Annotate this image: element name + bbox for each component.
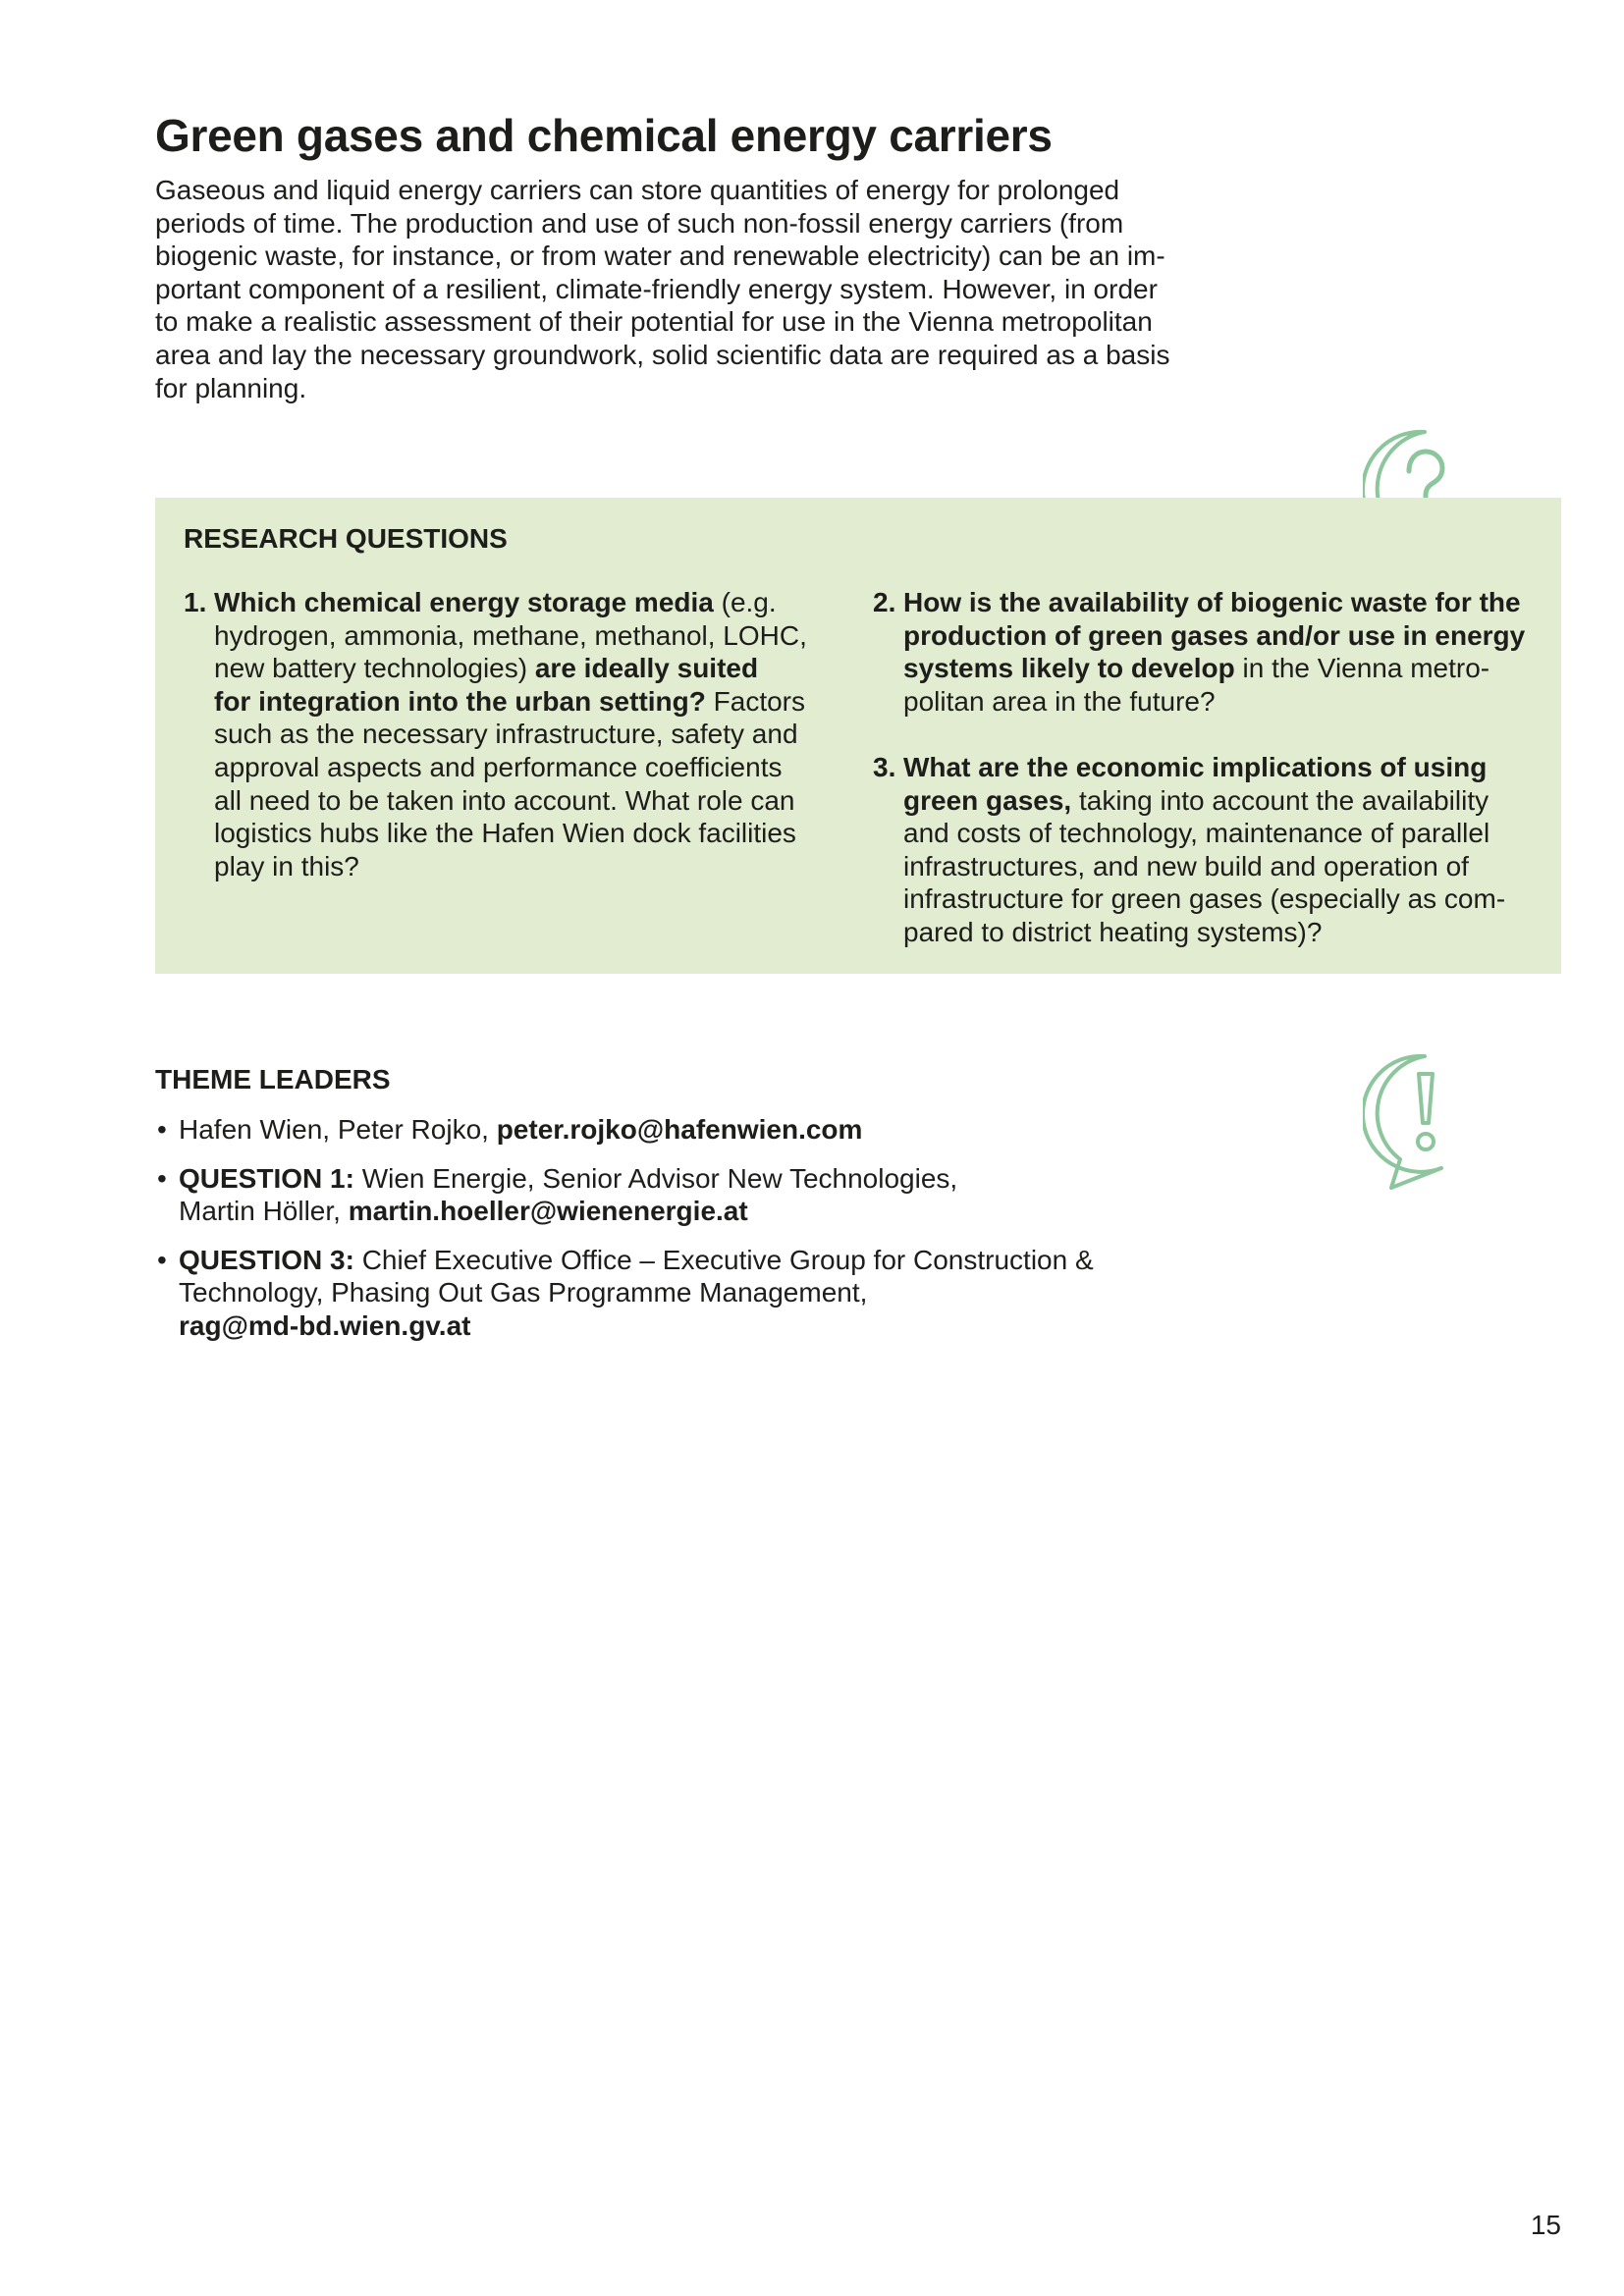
q2-text: in the Vienna metro- [1234, 653, 1490, 684]
exclamation-speech-bubble-icon [1363, 1052, 1487, 1190]
intro-line: area and lay the necessary groundwork, solid scientific data are required as a basis [155, 339, 1170, 370]
page-title: Green gases and chemical energy carriers [155, 110, 1053, 161]
research-question-3 [873, 751, 1505, 949]
q1-text: play in this? [214, 850, 359, 881]
q1-text: new battery technologies) [214, 653, 535, 684]
list-item [155, 1244, 1094, 1343]
leader-text: Technology, Phasing Out Gas Programme Management, [179, 1277, 868, 1308]
q1-text: (e.g. [713, 587, 777, 617]
intro-line: Gaseous and liquid energy carriers can store quantities of energy for prolonged [155, 175, 1120, 205]
bullet: • [157, 1244, 167, 1275]
q3-text: and costs of technology, maintenance of parallel [903, 818, 1490, 849]
email-link[interactable]: peter.rojko@hafenwien.com [496, 1114, 863, 1145]
question-number: 2. [873, 587, 896, 617]
question-label: QUESTION 1: [179, 1162, 354, 1194]
research-question-1 [184, 586, 807, 882]
theme-leaders-heading: THEME LEADERS [155, 1064, 391, 1095]
bullet: • [157, 1162, 167, 1194]
q3-text: pared to district heating systems)? [903, 916, 1323, 947]
question-number: 1. [184, 587, 207, 617]
q1-bold: Which chemical energy storage media [214, 587, 714, 617]
leader-text: Hafen Wien, Peter Rojko, [179, 1114, 497, 1145]
research-questions-heading: RESEARCH QUESTIONS [184, 523, 508, 554]
q3-bold: What are the economic implications of using [903, 752, 1488, 782]
intro-line: portant component of a resilient, climate-friendly energy system. However, in order [155, 273, 1158, 304]
bullet: • [157, 1114, 167, 1145]
email-link[interactable]: rag@md-bd.wien.gv.at [179, 1309, 471, 1341]
q3-text: taking into account the availability [1071, 784, 1489, 816]
q3-bold: green gases, [903, 784, 1072, 816]
q3-text: infrastructure for green gases (especially as com- [903, 883, 1506, 915]
intro-line: periods of time. The production and use of such non-fossil energy carriers (from [155, 207, 1124, 239]
theme-leaders-list [155, 1113, 1094, 1359]
q1-text: approval aspects and performance coefficients [214, 751, 783, 782]
intro-line: for planning. [155, 372, 307, 403]
q1-bold: for integration into the urban setting? [214, 685, 706, 717]
research-question-2 [873, 586, 1525, 718]
email-link[interactable]: martin.hoeller@wienenergie.at [348, 1196, 748, 1227]
q2-bold: systems likely to develop [903, 653, 1235, 684]
question-number: 3. [873, 752, 896, 782]
q3-text: infrastructures, and new build and operation of [903, 850, 1469, 881]
leader-text: Wien Energie, Senior Advisor New Technologies, [353, 1162, 958, 1194]
research-questions-box [155, 498, 1561, 974]
list-item [155, 1113, 1094, 1147]
intro-line: biogenic waste, for instance, or from water and renewable electricity) can be an im- [155, 240, 1165, 272]
leader-text: Chief Executive Office – Executive Group for Construction & [353, 1244, 1094, 1275]
q2-text: politan area in the future? [903, 685, 1216, 717]
q1-text: logistics hubs like the Hafen Wien dock facilities [214, 818, 796, 849]
q1-text: such as the necessary infrastructure, safety and [214, 719, 798, 750]
q1-bold: are ideally suited [534, 653, 759, 684]
leader-text: Martin Höller, [179, 1196, 349, 1227]
q2-bold: How is the availability of biogenic waste for the [903, 587, 1521, 617]
q1-text: all need to be taken into account. What role can [214, 784, 795, 816]
q1-text: hydrogen, ammonia, methane, methanol, LOHC, [214, 619, 807, 651]
question-label: QUESTION 3: [179, 1244, 354, 1275]
page-number: 15 [1530, 2210, 1561, 2240]
intro-line: to make a realistic assessment of their potential for use in the Vienna metropolitan [155, 306, 1153, 338]
q1-text: Factors [705, 685, 805, 717]
list-item [155, 1162, 1094, 1228]
intro-paragraph [155, 174, 1216, 404]
q2-bold: production of green gases and/or use in energy [903, 619, 1526, 651]
